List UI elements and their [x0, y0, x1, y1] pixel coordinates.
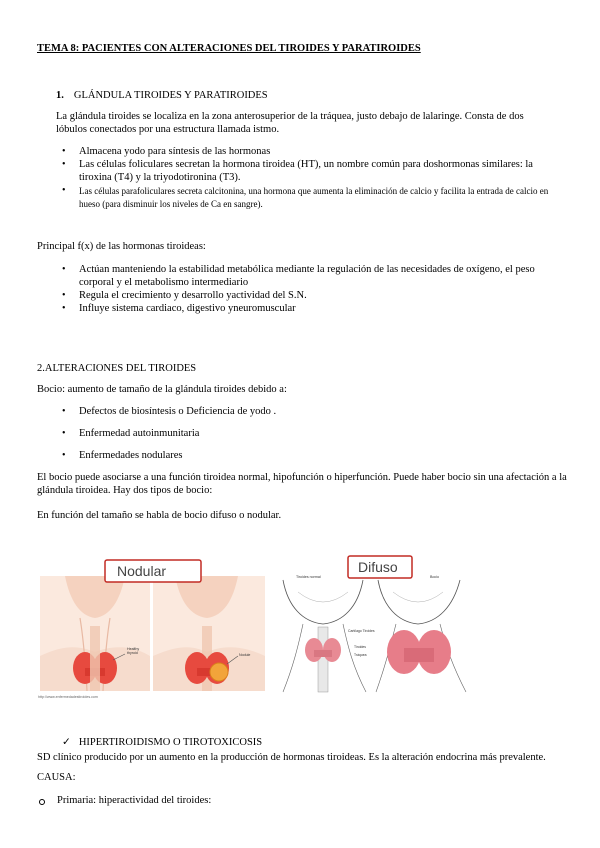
list-item: • Regula el crecimiento y desarrollo yactividad del S.N.: [56, 289, 556, 302]
section-1-heading: [56, 90, 268, 101]
list-item: • Almacena yodo para síntesis de las hormonas: [56, 145, 566, 158]
list-item: • Actúan manteniendo la estabilidad metabólica mediante la regulación de las necesidades de oxígeno, el peso corporal y el metabolismo intermediario: [56, 263, 556, 289]
svg-text:Tráquea: Tráquea: [354, 653, 367, 657]
svg-text:Cartílago Tiroides: Cartílago Tiroides: [348, 629, 375, 633]
list-item: • Enfermedad autoinmunitaria: [56, 427, 536, 440]
section-1-intro: La glándula tiroides se localiza en la zona anterosuperior de la tráquea, justo debajo de lalaringe. Consta de dos lóbulos conectados por una estructura llamada istmo.: [56, 111, 524, 135]
causa-label: CAUSA:: [37, 772, 76, 783]
svg-text:Healthy: Healthy: [127, 647, 140, 651]
svg-text:Tiroides: Tiroides: [354, 645, 366, 649]
hyper-heading: [62, 736, 262, 748]
image-credit: http://www.enfermedadestiroides.com: [38, 695, 98, 699]
document-title: TEMA 8: PACIENTES CON ALTERACIONES DEL TIROIDES Y PARATIROIDES: [37, 43, 421, 54]
bocio-size-text: En función del tamaño se habla de bocio difuso o nodular.: [37, 510, 282, 521]
section-1-bullets: [56, 145, 566, 210]
list-item: • Las células parafoliculares secreta calcitonina, una hormona que aumenta la eliminación de calcio y facilita la entrada de calcio en hueso (para disminuir los niveles de Ca en sangre).: [56, 185, 566, 210]
list-item: • Las células foliculares secretan la hormona tiroidea (HT), un nombre común para doshormonas similares: la tiroxina (T4) y la triyodotironina (T3).: [56, 158, 566, 184]
svg-text:Bocio: Bocio: [430, 575, 439, 579]
section-1-number: 1.: [56, 90, 64, 101]
nodular-label: Nodular: [117, 563, 167, 579]
list-item: Primaria: hiperactividad del tiroides:: [37, 794, 437, 807]
list-item: • Enfermedades nodulares: [56, 449, 536, 462]
bocio-text: El bocio puede asociarse a una función tiroidea normal, hipofunción o hiperfunción. Puede haber bocio sin una afectación a la glándula tiroidea. Hay dos tipos de bocio:: [37, 472, 567, 496]
functions-title: Principal f(x) de las hormonas tiroideas:: [37, 241, 206, 252]
list-item: • Influye sistema cardiaco, digestivo yneuromuscular: [56, 302, 556, 315]
functions-list: [56, 263, 556, 315]
diffuse-goiter-image: [278, 552, 468, 700]
svg-text:Tiroides normal: Tiroides normal: [296, 575, 321, 579]
diffuse-label: Difuso: [358, 559, 398, 575]
bocio-causes: [56, 405, 536, 462]
hyper-definition: SD clínico producido por un aumento en la producción de hormonas tiroideas. Es la alteración endocrina más prevalente.: [37, 752, 546, 763]
nodular-goiter-image: [35, 556, 270, 704]
svg-text:thyroid: thyroid: [127, 651, 138, 655]
nodule-label: Nodule: [239, 653, 251, 657]
hyper-heading-text: HIPERTIROIDISMO O TIROTOXICOSIS: [78, 737, 263, 748]
list-item: • Defectos de biosíntesis o Deficiencia de yodo .: [56, 405, 536, 418]
section-1-heading-text: GLÁNDULA TIROIDES Y PARATIROIDES: [73, 90, 268, 101]
causa-list: [37, 794, 437, 807]
checkmark-icon: ✓: [62, 737, 71, 748]
section-2-heading: 2.ALTERACIONES DEL TIROIDES: [37, 363, 197, 374]
bocio-intro: Bocio: aumento de tamaño de la glándula tiroides debido a:: [37, 384, 287, 395]
